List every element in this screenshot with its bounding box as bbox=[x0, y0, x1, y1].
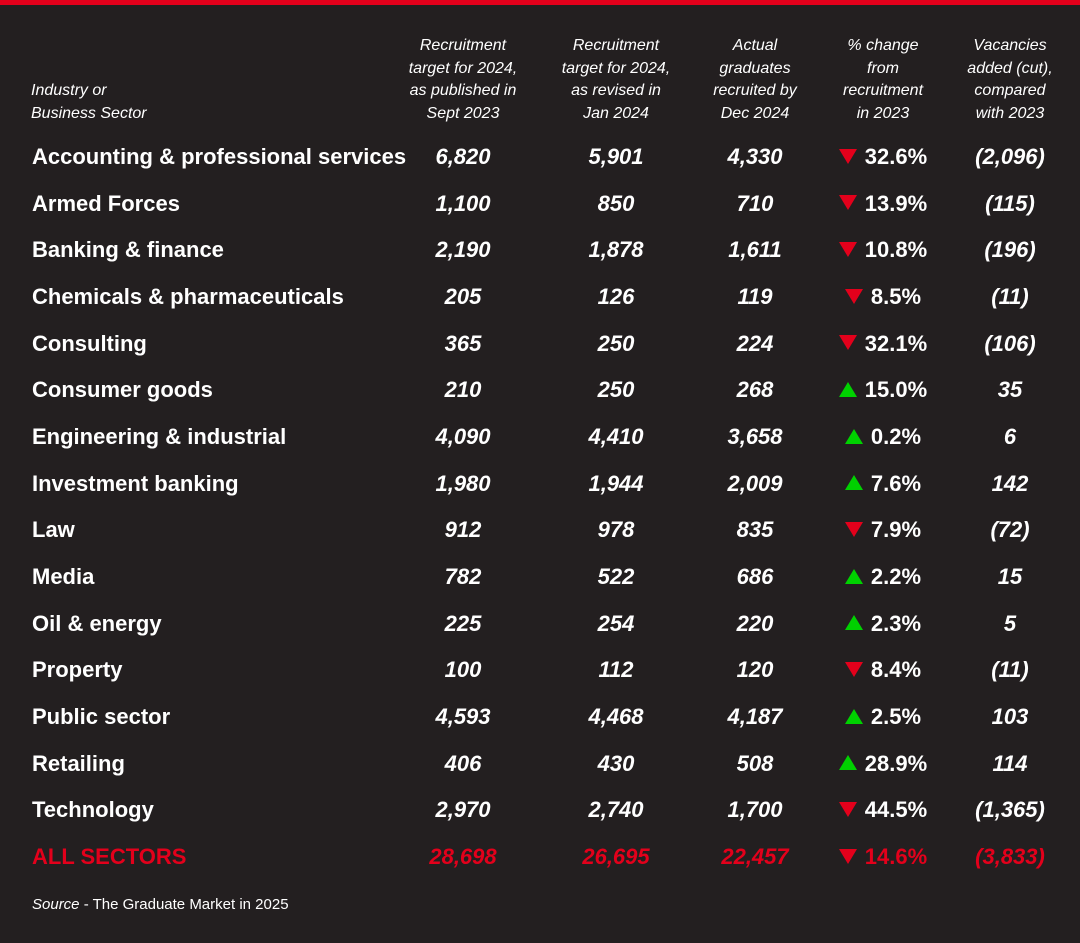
vacancies-cell: (11) bbox=[991, 657, 1029, 683]
percent-change-value: 44.5% bbox=[864, 797, 928, 823]
percent-change-cell bbox=[812, 693, 954, 740]
percent-change-cell bbox=[812, 180, 954, 227]
percent-change-cell bbox=[812, 646, 954, 693]
down-triangle-icon bbox=[845, 289, 863, 304]
percent-change-cell bbox=[812, 600, 954, 647]
percent-change-cell bbox=[812, 366, 954, 413]
percent-change-value: 32.1% bbox=[864, 330, 928, 356]
percent-change-value: 2.2% bbox=[870, 564, 922, 589]
target-sept-cell: 4,593 bbox=[435, 704, 491, 729]
actual-cell: 4,330 bbox=[727, 144, 783, 169]
percent-change-cell bbox=[812, 413, 954, 460]
vacancies-cell: (2,096) bbox=[975, 144, 1045, 169]
table-row bbox=[0, 460, 1080, 507]
percent-change-value: 8.5% bbox=[870, 284, 922, 309]
column-header-target-jan: Recruitment target for 2024, as revised in Jan 2024 bbox=[561, 37, 671, 122]
target-jan-cell: 850 bbox=[597, 190, 635, 216]
percent-change-value: 2.3% bbox=[870, 610, 922, 636]
percent-change-cell bbox=[812, 786, 954, 833]
target-jan-cell: 430 bbox=[597, 750, 635, 776]
target-jan-cell: 112 bbox=[598, 657, 634, 683]
percent-change-value: 14.6% bbox=[864, 844, 928, 870]
down-triangle-icon bbox=[839, 149, 857, 164]
up-triangle-icon bbox=[845, 569, 863, 584]
sector-cell: Law bbox=[32, 517, 75, 543]
actual-cell: 686 bbox=[736, 564, 774, 589]
target-sept-cell: 1,980 bbox=[435, 470, 491, 496]
target-sept-cell: 782 bbox=[444, 564, 482, 589]
sector-cell: Consulting bbox=[32, 330, 147, 356]
percent-change-cell bbox=[812, 273, 954, 320]
target-sept-cell: 28,698 bbox=[429, 844, 497, 870]
percent-change-value: 28.9% bbox=[864, 750, 928, 776]
sector-cell: Chemicals & pharmaceuticals bbox=[32, 284, 344, 309]
percent-change-value: 7.6% bbox=[870, 470, 922, 496]
target-sept-cell: 406 bbox=[444, 750, 482, 776]
vacancies-cell: 103 bbox=[991, 704, 1029, 729]
percent-change-value: 2.5% bbox=[870, 704, 922, 729]
vacancies-cell: (3,833) bbox=[975, 844, 1045, 870]
up-triangle-icon bbox=[839, 755, 857, 770]
percent-change-cell bbox=[812, 833, 954, 880]
target-sept-cell: 100 bbox=[444, 657, 482, 683]
target-sept-cell: 6,820 bbox=[435, 144, 491, 169]
actual-cell: 268 bbox=[736, 377, 774, 403]
target-jan-cell: 254 bbox=[597, 610, 635, 636]
vacancies-cell: 142 bbox=[991, 470, 1029, 496]
table-row bbox=[0, 600, 1080, 647]
percent-change-cell bbox=[812, 460, 954, 507]
sector-cell: Technology bbox=[32, 797, 154, 823]
up-triangle-icon bbox=[845, 709, 863, 724]
target-sept-cell: 365 bbox=[444, 330, 482, 356]
percent-change-cell bbox=[812, 133, 954, 180]
percent-change-value: 13.9% bbox=[864, 190, 928, 216]
target-sept-cell: 210 bbox=[444, 377, 482, 403]
target-sept-cell: 1,100 bbox=[435, 190, 491, 216]
target-jan-cell: 522 bbox=[597, 564, 635, 589]
vacancies-cell: (115) bbox=[985, 190, 1035, 216]
percent-change-cell bbox=[812, 740, 954, 787]
vacancies-cell: 114 bbox=[992, 750, 1028, 776]
target-sept-cell: 4,090 bbox=[435, 424, 491, 449]
table-row bbox=[0, 693, 1080, 740]
top-red-rule bbox=[0, 0, 1080, 5]
vacancies-cell: (196) bbox=[984, 237, 1036, 263]
table-row bbox=[0, 786, 1080, 833]
table-row bbox=[0, 366, 1080, 413]
down-triangle-icon bbox=[839, 802, 857, 817]
table-row bbox=[0, 413, 1080, 460]
target-sept-cell: 205 bbox=[444, 284, 482, 309]
table-row bbox=[0, 273, 1080, 320]
vacancies-cell: 35 bbox=[997, 377, 1023, 403]
down-triangle-icon bbox=[845, 522, 863, 537]
actual-cell: 119 bbox=[737, 284, 773, 309]
target-jan-cell: 126 bbox=[597, 284, 635, 309]
column-header-vacancies: Vacancies added (cut), compared with 2023 bbox=[967, 37, 1053, 122]
sector-cell: Retailing bbox=[32, 750, 125, 776]
target-jan-cell: 1,878 bbox=[588, 237, 644, 263]
percent-change-value: 7.9% bbox=[870, 517, 922, 543]
down-triangle-icon bbox=[839, 242, 857, 257]
actual-cell: 220 bbox=[736, 610, 774, 636]
vacancies-cell: (72) bbox=[990, 517, 1030, 543]
sector-cell: Armed Forces bbox=[32, 190, 180, 216]
column-header-percent-change: % change from recruitment in 2023 bbox=[842, 37, 924, 122]
target-jan-cell: 1,944 bbox=[588, 470, 644, 496]
sector-cell: Public sector bbox=[32, 704, 171, 729]
table-row bbox=[0, 506, 1080, 553]
target-jan-cell: 4,410 bbox=[588, 424, 644, 449]
sector-cell: ALL SECTORS bbox=[32, 844, 187, 870]
table-total-row bbox=[0, 833, 1080, 880]
target-sept-cell: 912 bbox=[444, 517, 482, 543]
table-row bbox=[0, 553, 1080, 600]
sector-cell: Investment banking bbox=[32, 470, 239, 496]
vacancies-cell: (1,365) bbox=[975, 797, 1045, 823]
source-label: Source bbox=[32, 896, 80, 913]
up-triangle-icon bbox=[845, 429, 863, 444]
sector-cell: Accounting & professional services bbox=[32, 144, 407, 169]
source-text: - The Graduate Market in 2025 bbox=[79, 896, 289, 913]
actual-cell: 4,187 bbox=[727, 704, 783, 729]
target-sept-cell: 2,970 bbox=[435, 797, 491, 823]
percent-change-value: 8.4% bbox=[870, 657, 922, 683]
target-jan-cell: 4,468 bbox=[588, 704, 644, 729]
percent-change-value: 15.0% bbox=[864, 377, 928, 403]
sector-cell: Property bbox=[32, 657, 123, 683]
target-sept-cell: 2,190 bbox=[435, 237, 491, 263]
table-row bbox=[0, 180, 1080, 227]
down-triangle-icon bbox=[845, 662, 863, 677]
sector-cell: Oil & energy bbox=[32, 610, 162, 636]
vacancies-cell: 6 bbox=[1003, 424, 1017, 449]
percent-change-value: 10.8% bbox=[864, 237, 928, 263]
table-row bbox=[0, 226, 1080, 273]
vacancies-cell: (106) bbox=[984, 330, 1036, 356]
percent-change-cell bbox=[812, 226, 954, 273]
up-triangle-icon bbox=[845, 615, 863, 630]
actual-cell: 224 bbox=[736, 330, 774, 356]
actual-cell: 1,611 bbox=[728, 237, 782, 263]
percent-change-cell bbox=[812, 320, 954, 367]
actual-cell: 3,658 bbox=[727, 424, 783, 449]
target-jan-cell: 250 bbox=[597, 330, 635, 356]
table-row bbox=[0, 646, 1080, 693]
down-triangle-icon bbox=[839, 849, 857, 864]
target-sept-cell: 225 bbox=[444, 610, 482, 636]
actual-cell: 835 bbox=[736, 517, 774, 543]
target-jan-cell: 2,740 bbox=[588, 797, 644, 823]
vacancies-cell: 15 bbox=[997, 564, 1023, 589]
column-header-sector: Industry or Business Sector bbox=[31, 82, 147, 122]
actual-cell: 710 bbox=[736, 190, 774, 216]
table-row bbox=[0, 740, 1080, 787]
sector-cell: Consumer goods bbox=[32, 377, 213, 403]
percent-change-cell bbox=[812, 553, 954, 600]
target-jan-cell: 978 bbox=[597, 517, 635, 543]
actual-cell: 1,700 bbox=[727, 797, 783, 823]
down-triangle-icon bbox=[839, 195, 857, 210]
down-triangle-icon bbox=[839, 335, 857, 350]
percent-change-cell bbox=[812, 506, 954, 553]
actual-cell: 2,009 bbox=[727, 470, 783, 496]
target-jan-cell: 5,901 bbox=[588, 144, 644, 169]
vacancies-cell: 5 bbox=[1003, 610, 1017, 636]
column-header-actual: Actual graduates recruited by Dec 2024 bbox=[713, 37, 797, 122]
actual-cell: 120 bbox=[736, 657, 774, 683]
vacancies-cell: (11) bbox=[991, 284, 1029, 309]
column-header-target-sept: Recruitment target for 2024, as published in Sept 2023 bbox=[408, 37, 518, 122]
target-jan-cell: 250 bbox=[597, 377, 635, 403]
table-row bbox=[0, 320, 1080, 367]
target-jan-cell: 26,695 bbox=[582, 844, 650, 870]
actual-cell: 22,457 bbox=[721, 844, 789, 870]
source-note bbox=[32, 896, 289, 913]
up-triangle-icon bbox=[839, 382, 857, 397]
sector-cell: Media bbox=[32, 564, 95, 589]
actual-cell: 508 bbox=[736, 750, 774, 776]
table-row bbox=[0, 133, 1080, 180]
up-triangle-icon bbox=[845, 475, 863, 490]
percent-change-value: 0.2% bbox=[870, 424, 922, 449]
sector-cell: Banking & finance bbox=[32, 237, 224, 263]
sector-cell: Engineering & industrial bbox=[32, 424, 287, 449]
percent-change-value: 32.6% bbox=[864, 144, 928, 169]
